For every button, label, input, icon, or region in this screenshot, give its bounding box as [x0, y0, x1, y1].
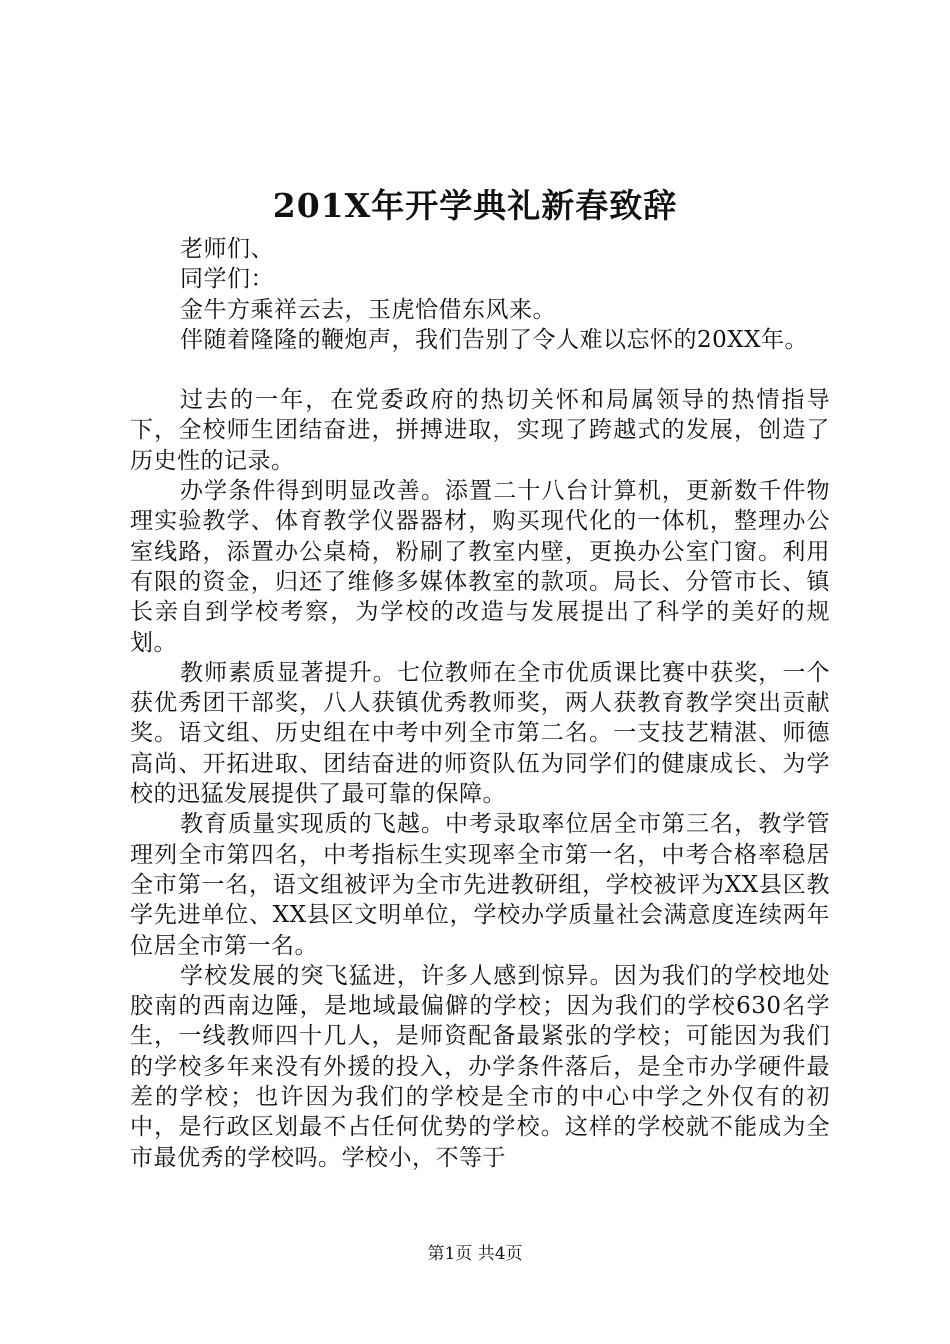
greeting-line: 同学们：: [180, 266, 274, 293]
paragraph-gap: [130, 355, 830, 385]
body-paragraph: 过去的一年，在党委政府的热切关怀和局属领导的热情指导下，全校师生团结奋进，拼搏进取，实现了跨越式的发展，创造了历史性的记录。: [130, 387, 830, 474]
body-paragraph: 教师素质显著提升。七位教师在全市优质课比赛中获奖，一个获优秀团干部奖，八人获镇优秀教师奖，两人获教育教学突出贡献奖。语文组、历史组在中考中列全市第二名。一支技艺精湛、师德高尚、开拓进取、团结奋进的师资队伍为同学们的健康成长、为学校的迅猛发展提供了最可靠的保障。: [130, 659, 830, 808]
opening-sentence: 伴随着隆隆的鞭炮声，我们告别了令人难以忘怀的20XX年。: [180, 326, 809, 353]
page-footer: 第1页 共4页: [427, 1244, 523, 1264]
document-title: 201X年开学典礼新春致辞: [272, 186, 678, 225]
opening-couplet: 金牛方乘祥云去，玉虎恰借东风来。: [180, 296, 556, 323]
body-paragraph: 教育质量实现质的飞越。中考录取率位居全市第三名，教学管理列全市第四名，中考指标生实现率全市第一名，中考合格率稳居全市第一名，语文组被评为全市先进教研组，学校被评为XX县区教学先进单位、XX县区文明单位，学校办学质量社会满意度连续两年位居全市第一名。: [130, 811, 830, 959]
greeting-line: 老师们、: [180, 236, 274, 262]
body-paragraph: 学校发展的突飞猛进，许多人感到惊异。因为我们的学校地处胶南的西南边陲，是地域最偏僻的学校；因为我们的学校630名学生，一线教师四十几人，是师资配备最紧张的学校；可能因为我们的学校多年来没有外援的投入，办学条件落后，是全市办学硬件最差的学校；也许因为我们的学校是全市的中心中学之外仅有的初中，是行政区划最不占任何优势的学校。这样的学校就不能成为全市最优秀的学校吗。学校小，不等于: [130, 962, 830, 1171]
body-paragraph: 办学条件得到明显改善。添置二十八台计算机，更新数千件物理实验教学、体育教学仪器器材，购买现代化的一体机，整理办公室线路，添置办公桌椅，粉刷了教室内壁，更换办公室门窗。利用有限的资金，归还了维修多媒体教室的款项。局长、分管市长、镇长亲自到学校考察，为学校的改造与发展提出了科学的美好的规划。: [130, 478, 830, 656]
document-body: [130, 234, 830, 1173]
